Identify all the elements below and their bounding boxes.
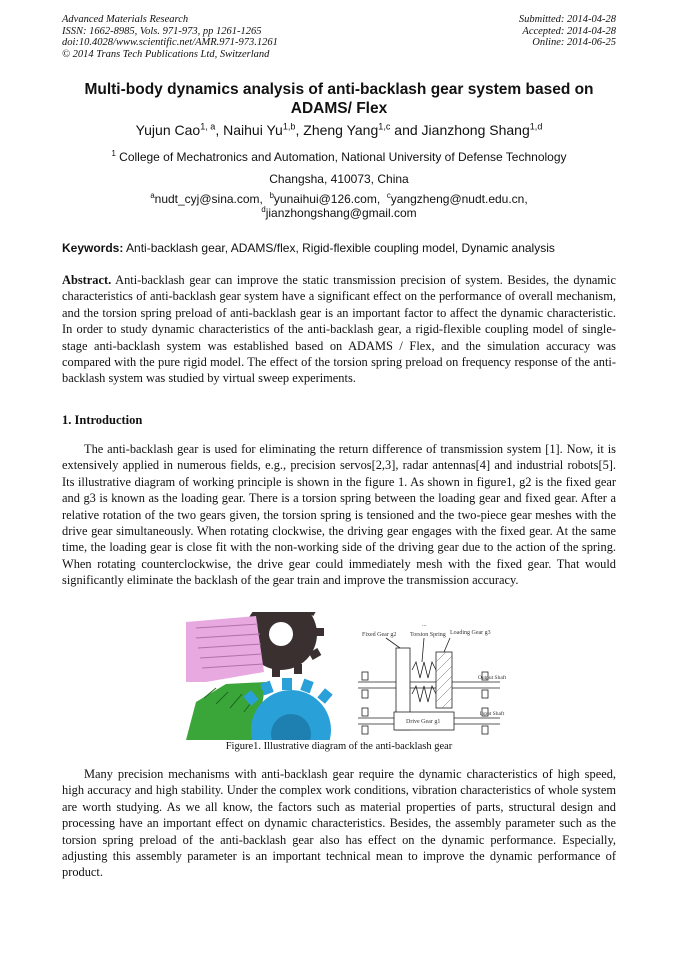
- paragraph-text: The anti-backlash gear is used for eliminating the return difference of transmission system [1]. Now, it is extensively applied in numerous fields, e.g., precision servos[2,3], radar antennas[4] and industrial robots[5]. Its illustrative diagram of working principle is shown in the figure 1. As shown in figure1, g2 is the fixed gear and g3 is known as the loading gear. There is a torsion spring between the loading gear and fixed gear. After a relative rotation of the two gears given, the torsion spring is tensioned and the two-piece gear meshes with the drive gear simultaneously. When rotating clockwise, the driving gear engages with the fixed gear. At the same time, the loading gear is close fit with the non-working side of the driving gear due to the action of the spring. When rotating counterclockwise, the drive gear could immediately mesh with the fixed gear. That would significantly eliminate the backlash of the gear train and improve the transmission accuracy.: [62, 442, 616, 588]
- email-sup: b: [269, 191, 274, 200]
- author-sup: 1,c: [378, 121, 391, 132]
- journal-name: Advanced Materials Research: [62, 14, 189, 25]
- author-sep: ,: [215, 122, 224, 138]
- journal-doi: doi:10.4028/www.scientific.net/AMR.971-973.1261: [62, 37, 278, 48]
- email-address: yunaihui@126.com,: [273, 192, 381, 206]
- author-name: Jianzhong Shang: [421, 122, 530, 138]
- email-sup: a: [150, 191, 155, 200]
- author-sup: 1, a: [200, 121, 216, 132]
- author-sep: and: [390, 122, 422, 138]
- affiliation-line1: [62, 150, 616, 164]
- figure-graphic: [186, 612, 508, 740]
- gear-render-image: [186, 612, 341, 740]
- author-name: Naihui Yu: [223, 122, 283, 138]
- pink-gear: [186, 616, 264, 682]
- keywords-text: Anti-backlash gear, ADAMS/flex, Rigid-flexible coupling model, Dynamic analysis: [126, 241, 555, 255]
- affiliation-sup: 1: [111, 149, 116, 158]
- abstract-text: Anti-backlash gear can improve the static transmission precision of system. Besides, the dynamic characteristics of anti-backlash gear system have a significant effect on the performance of overall mechanism, and the torsion spring preload of anti-backlash gear is an important factor to affect the dynamic characteristic. In order to study dynamic characteristics of the anti-backlash gear, a rigid-flexible coupling model of single-stage anti-backlash system was established based on ADAMS / Flex, and the simulation accuracy was compared with the pure rigid model. The effect of the torsion spring preload on frequency response of the anti-backlash system was studied by virtual sweep experiments.: [62, 273, 616, 386]
- journal-copyright: © 2014 Trans Tech Publications Ltd, Switzerland: [62, 48, 270, 60]
- figure-1: [186, 612, 508, 740]
- journal-issn: ISSN: 1662-8985, Vols. 971-973, pp 1261-1265: [62, 25, 262, 37]
- label-input-shaft: Input Shaft: [479, 711, 505, 717]
- label-fixed-gear: Fixed Gear g2: [362, 632, 397, 638]
- email-address: jianzhongshang@gmail.com: [265, 206, 417, 220]
- paragraph-text: Many precision mechanisms with anti-backlash gear require the dynamic characteristics of high speed, high accuracy and high stability. Under the complex work conditions, vibration characteristics of whole system are worth studying. As we all know, the factors such as material properties of parts, structural design and processing have an important effect on dynamic characteristics. Besides, the assembly parameter such as the torsion spring preload of the anti-backlash gear also has effect on the dynamic performance. Especially, adjusting this assembly parameter is an important technical mean to improve the dynamic performance of product.: [62, 767, 616, 880]
- author-list: [62, 122, 616, 138]
- author-sup: 1,d: [529, 121, 543, 132]
- affiliation-line2: Changsha, 410073, China: [269, 172, 409, 186]
- keywords: [62, 241, 616, 255]
- label-torsion-spring: Torsion Spring: [410, 632, 446, 638]
- email-address: nudt_cyj@sina.com,: [154, 192, 263, 206]
- submitted-date: Submitted: 2014-04-28: [518, 14, 616, 25]
- author-sep: ,: [295, 122, 304, 138]
- page-header: [62, 14, 616, 70]
- keywords-label: Keywords:: [62, 241, 124, 255]
- author-name: Yujun Cao: [135, 122, 201, 138]
- paper-title: Multi-body dynamics analysis of anti-backlash gear system based on ADAMS/ Flex: [84, 81, 594, 117]
- abstract: [62, 272, 616, 387]
- torsion-spring-top: [412, 662, 436, 678]
- torsion-spring-bottom: [412, 686, 436, 702]
- accepted-date: Accepted: 2014-04-28: [522, 25, 616, 37]
- figure-caption: Figure1. Illustrative diagram of the anti-backlash gear: [225, 741, 453, 752]
- author-sup: 1,b: [282, 121, 296, 132]
- email-address: yangzheng@nudt.edu.cn,: [390, 192, 528, 206]
- schematic-labels: [362, 622, 507, 725]
- email-list: [62, 192, 616, 220]
- section-heading: 1. Introduction: [62, 413, 143, 427]
- label-loading-gear: Loading Gear g3: [450, 630, 491, 636]
- online-date: Online: 2014-06-25: [532, 37, 616, 48]
- label-drive-gear: Drive Gear g1: [406, 719, 441, 725]
- label-output-shaft: Output Shaft: [477, 675, 507, 681]
- label-dots: ...: [422, 622, 427, 628]
- affiliation-text: College of Mechatronics and Automation, National University of Defense Technology: [119, 150, 567, 164]
- journal-info: [62, 14, 278, 60]
- email-sup: d: [261, 205, 266, 214]
- email-sup: c: [386, 191, 391, 200]
- intro-paragraph-2: [62, 766, 616, 881]
- intro-paragraph-1: [62, 441, 616, 589]
- abstract-label: Abstract.: [62, 273, 112, 287]
- publication-dates: [519, 14, 616, 49]
- author-name: Zheng Yang: [303, 122, 379, 138]
